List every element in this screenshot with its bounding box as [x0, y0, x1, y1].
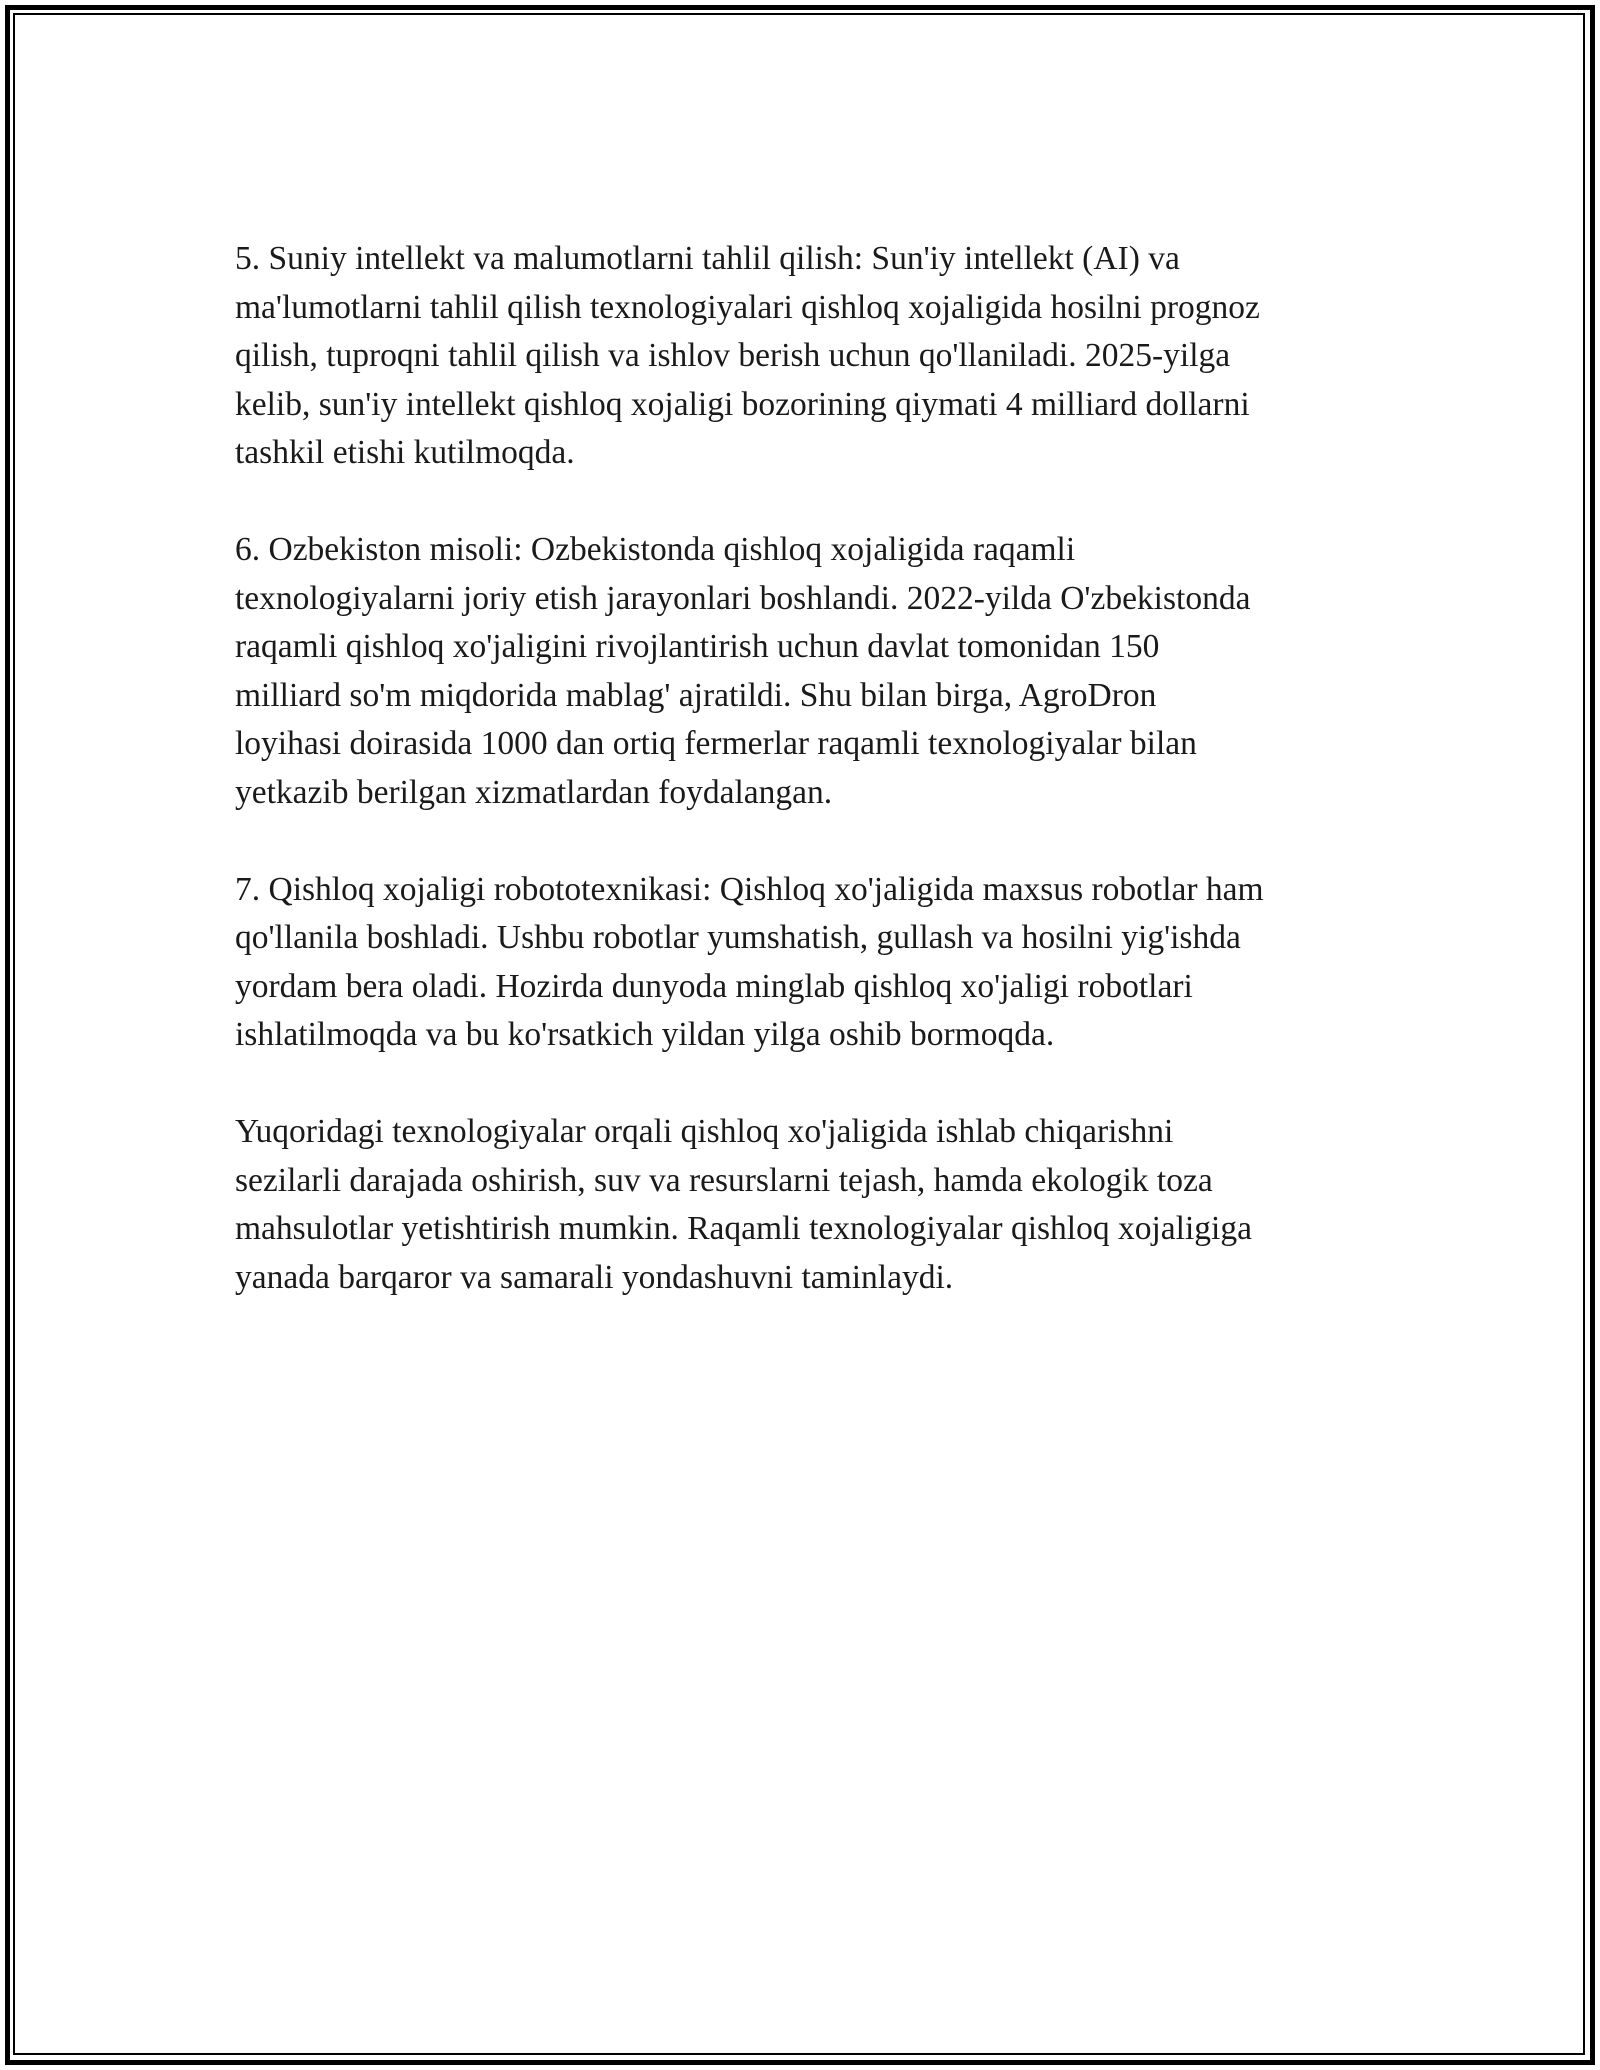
paragraph-conclusion: Yuqoridagi texnologiyalar orqali qishloq xo'jaligida ishlab chiqarishni sezilarli darajada oshirish, suv va resurslarni tejash, hamda ekologik toza mahsulotlar yetishtirish mumkin. Raqamli texnologiyalar qishloq xojaligiga yanada barqaror va samarali yondashuvni taminlaydi.: [235, 1113, 1252, 1296]
paragraph-agricultural-robotics: 7. Qishloq xojaligi robototexnikasi: Qishloq xo'jaligida maxsus robotlar ham qo'llanila boshladi. Ushbu robotlar yumshatish, gullash va hosilni yig'ishda yordam bera oladi. Hozirda dunyoda minglab qishloq xo'jaligi robotlari ishlatilmoqda va bu ko'rsatkich yildan yilga oshib bormoqda.: [235, 870, 1264, 1053]
document-body: [235, 235, 1385, 1351]
paragraph-ai-data-analysis: 5. Suniy intellekt va malumotlarni tahlil qilish: Sun'iy intellekt (AI) va ma'lumotlarni tahlil qilish texnologiyalari qishloq xojaligida hosilni prognoz qilish, tuproqni tahlil qilish va ishlov berish uchun qo'llaniladi. 2025-yilga kelib, sun'iy intellekt qishloq xojaligi bozorining qiymati 4 milliard dollarni tashkil etishi kutilmoqda.: [235, 240, 1260, 471]
paragraph-uzbekistan-example: 6. Ozbekiston misoli: Ozbekistonda qishloq xojaligida raqamli texnologiyalarni joriy etish jarayonlari boshlandi. 2022-yilda O'zbekistonda raqamli qishloq xo'jaligini rivojlantirish uchun davlat tomonidan 150 milliard so'm miqdorida mablag' ajratildi. Shu bilan birga, AgroDron loyihasi doirasida 1000 dan ortiq fermerlar raqamli texnologiyalar bilan yetkazib berilgan xizmatlardan foydalangan.: [235, 531, 1251, 811]
